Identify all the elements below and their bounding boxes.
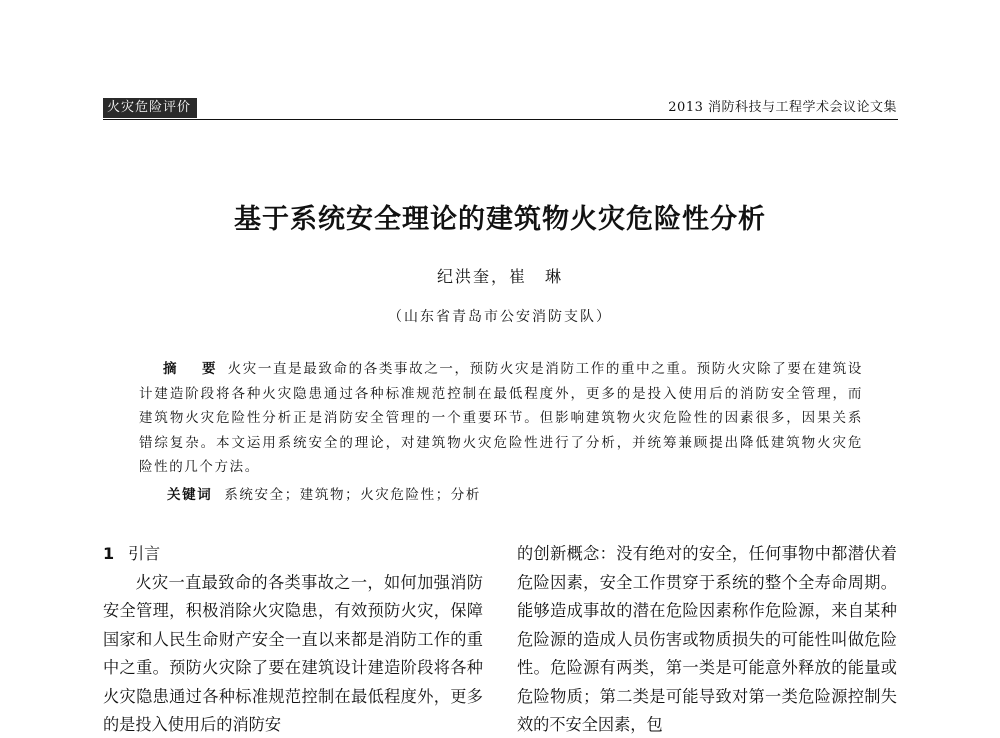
abstract-text: 火灾一直是最致命的各类事故之一，预防火灾是消防工作的重中之重。预防火灾除了要在建筑设计建造阶段将各种火灾隐患通过各种标准规范控制在最低程度外，更多的是投入使用后的消防安全管理，而建筑物火灾危险性分析正是消防安全管理的一个重要环节。但影响建筑物火灾危险性的因素很多，因果关系错综复杂。本文运用系统安全的理论，对建筑物火灾危险性进行了分析，并统筹兼顾提出降低建筑物火灾危险性的几个方法。	[139, 361, 864, 476]
proceedings-title: 2013 消防科技与工程学术会议论文集	[668, 100, 897, 115]
body-paragraph-left: 火灾一直最致命的各类事故之一，如何加强消防安全管理，积极消除火灾隐患，有效预防火灾，保障国家和人民生命财产安全一直以来都是消防工作的重中之重。预防火灾除了要在建筑设计建造阶段将各种火灾隐患通过各种标准规范控制在最低程度外，更多的是投入使用后的消防安	[103, 572, 483, 734]
running-header	[103, 98, 897, 120]
body-column-right	[517, 540, 897, 738]
section-tag: 火灾危险评价	[103, 98, 197, 118]
header-rule	[103, 119, 898, 120]
section-title: 引言	[128, 544, 161, 563]
section-heading	[103, 540, 483, 569]
section-number: 1	[103, 544, 115, 563]
keywords-label: 关键词	[167, 487, 213, 503]
body-column-left	[103, 540, 483, 738]
paper-affiliation: （山东省青岛市公安消防支队）	[388, 309, 612, 325]
abstract-label: 摘 要	[163, 361, 222, 377]
body-paragraph-right: 的创新概念：没有绝对的安全，任何事物中都潜伏着危险因素，安全工作贯穿于系统的整个全寿命周期。能够造成事故的潜在危险因素称作危险源，来自某种危险源的造成人员伤害或物质损失的可能性叫做危险性。危险源有两类，第一类是可能意外释放的能量或危险物质；第二类是可能导致对第一类危险源控制失效的不安全因素，包	[517, 544, 897, 734]
paper-title: 基于系统安全理论的建筑物火灾危险性分析	[234, 204, 766, 235]
abstract	[139, 357, 863, 480]
keywords-text: 系统安全；建筑物；火灾危险性；分析	[224, 487, 482, 503]
paper-authors: 纪洪奎，崔 琳	[436, 267, 563, 286]
keywords	[167, 484, 867, 506]
